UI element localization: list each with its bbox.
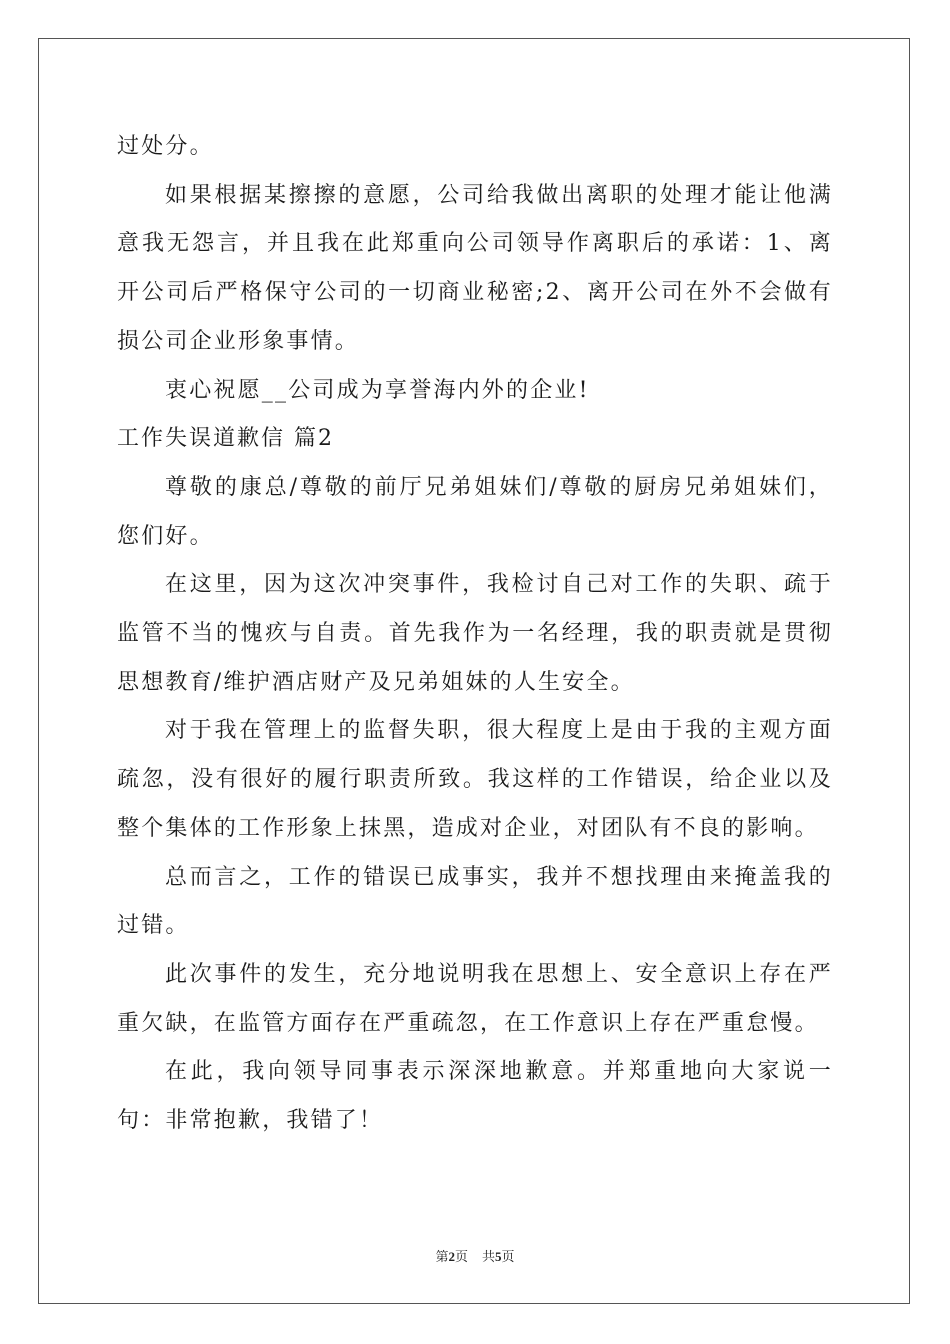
page-total: 5 — [495, 1249, 502, 1264]
page-total-prefix: 共 — [482, 1249, 496, 1264]
paragraph: 如果根据某擦擦的意愿，公司给我做出离职的处理才能让他满意我无怨言，并且我在此郑重向公司领导作离职后的承诺：1、离开公司后严格保守公司的一切商业秘密;2、离开公司在外不会做有损公司企业形象事情。 — [117, 182, 833, 354]
paragraph: 过处分。 — [117, 134, 214, 159]
paragraph: 在这里，因为这次冲突事件，我检讨自己对工作的失职、疏于监管不当的愧疚与自责。首先我作为一名经理，我的职责就是贯彻思想教育/维护酒店财产及兄弟姐妹的人生安全。 — [117, 572, 833, 695]
paragraph: 此次事件的发生，充分地说明我在思想上、安全意识上存在严重欠缺，在监管方面存在严重疏忽，在工作意识上存在严重怠慢。 — [117, 961, 833, 1036]
page-number-suffix: 页 — [454, 1249, 468, 1264]
page-number-current: 2 — [448, 1249, 455, 1264]
page-total-suffix: 页 — [501, 1249, 515, 1264]
paragraph: 总而言之，工作的错误已成事实，我并不想找理由来掩盖我的过错。 — [117, 864, 833, 939]
paragraph: 在此，我向领导同事表示深深地歉意。并郑重地向大家说一句：非常抱歉，我错了！ — [117, 1059, 833, 1134]
paragraph: 尊敬的康总/尊敬的前厅兄弟姐妹们/尊敬的厨房兄弟姐妹们，您们好。 — [117, 474, 833, 549]
page-footer — [0, 1248, 950, 1266]
page-number-prefix: 第 — [435, 1249, 449, 1264]
document-body — [117, 123, 833, 1146]
paragraph: 衷心祝愿__公司成为享誉海内外的企业! — [165, 377, 590, 403]
paragraph: 对于我在管理上的监督失职，很大程度上是由于我的主观方面疏忽，没有很好的履行职责所致。我这样的工作错误，给企业以及整个集体的工作形象上抹黑，造成对企业，对团队有不良的影响。 — [117, 718, 833, 841]
section-heading: 工作失误道歉信 篇2 — [117, 426, 334, 452]
